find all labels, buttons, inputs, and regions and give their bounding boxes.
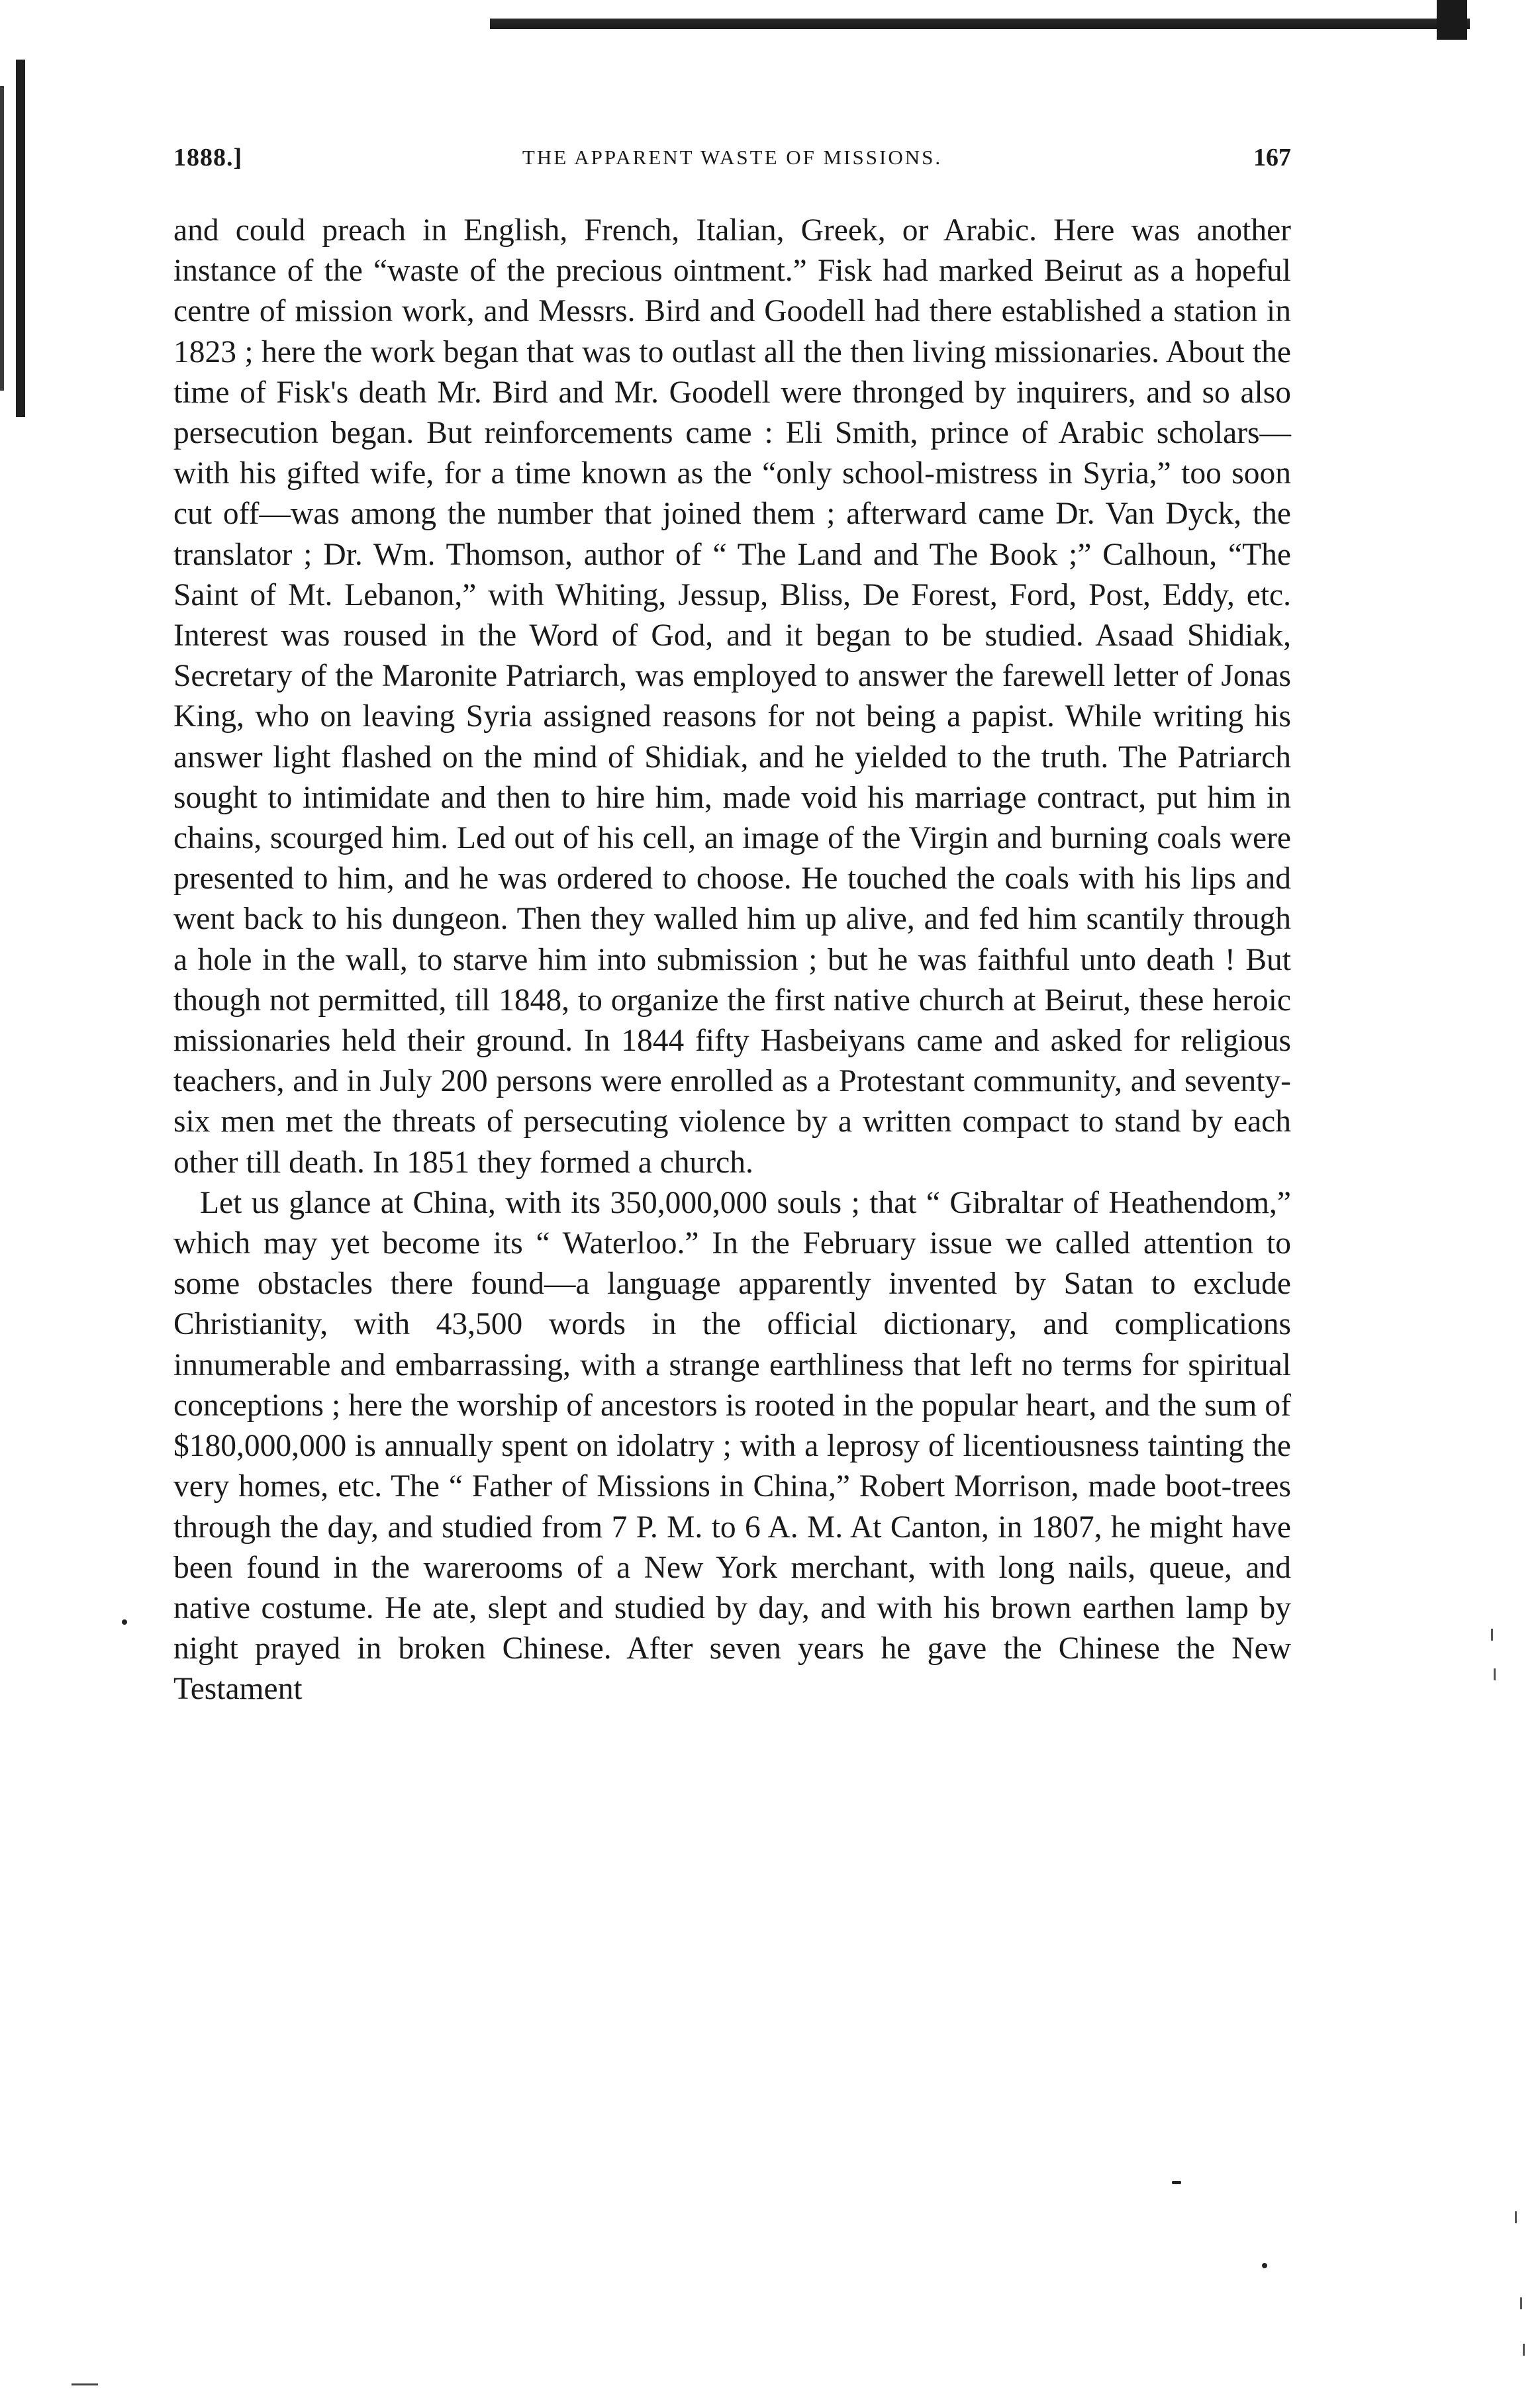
margin-dot bbox=[1262, 2263, 1267, 2268]
foot-mark bbox=[72, 2383, 98, 2385]
margin-speck bbox=[1520, 2297, 1522, 2309]
top-rule bbox=[490, 5, 1470, 29]
margin-dot bbox=[122, 1619, 127, 1625]
paragraph: Let us glance at China, with its 350,000,000 souls ; that “ Gibraltar of Heathendom,” which may yet become its “ Waterloo.” In the February issue we called attention to some obstacles there found—a language apparently invented by Satan to exclude Christianity, with 43,500 words in the official dictionary, and complications innumerable and embarrassing, with a strange earthliness that left no terms for spiritual conceptions ; here the worship of ancestors is rooted in the popular heart, and the sum of $180,000,000 is annually spent on idolatry ; with a leprosy of licentiousness tainting the very homes, etc. The “ Father of Missions in China,” Robert Morrison, made boot-trees through the day, and studied from 7 P. M. to 6 A. M. At Canton, in 1807, he might have been found in the warerooms of a New York merchant, with long nails, queue, and native costume. He ate, slept and studied by day, and with his brown earthen lamp by night prayed in broken Chinese. After seven years he gave the Chinese the New Testament bbox=[173, 1185, 1291, 1707]
margin-speck bbox=[1515, 2211, 1517, 2223]
running-title: THE APPARENT WASTE OF MISSIONS. bbox=[522, 146, 943, 169]
paragraph: and could preach in English, French, Italian, Greek, or Arabic. Here was another instance of the “waste of the precious ointment.” Fisk had marked Beirut as a hopeful centre of mission work, and Messrs. Bird and Goodell had there established a station in 1823 ; here the work began that was to outlast all the then living missionaries. About the time of Fisk's death Mr. Bird and Mr. Goodell were thronged by inquirers, and so also persecution began. But reinforcements came : Eli Smith, prince of Arabic scholars—with his gifted wife, for a time known as the “only school-mistress in Syria,” too soon cut off—was among the number that joined them ; afterward came Dr. Van Dyck, the translator ; Dr. Wm. Thomson, author of “ The Land and The Book ;” Calhoun, “The Saint of Mt. Lebanon,” with Whiting, Jessup, Bliss, De Forest, Ford, Post, Eddy, etc. Interest was roused in the Word of God, and it began to be studied. Asaad Shidiak, Secretary of the Maronite Patriarch, was employed to answer the farewell letter of Jonas King, who on leaving Syria assigned reasons for not being a papist. While writing his answer light flashed on the mind of Shidiak, and he yielded to the truth. The Patriarch sought to intimidate and then to hire him, made void his marriage contract, put him in chains, scourged him. Led out of his cell, an image of the Virgin and burning coals were presented to him, and he was ordered to choose. He touched the coals with his lips and went back to his dungeon. Then they walled him up alive, and fed him scantily through a hole in the wall, to starve him into submission ; but he was faithful unto death ! But though not permitted, till 1848, to organize the first native church at Beirut, these heroic missionaries held their ground. In 1844 fifty Hasbeiyans came and asked for religious teachers, and in July 200 persons were enrolled as a Protestant community, and seventy-six men met the threats of persecuting violence by a written compact to stand by each other till death. In 1851 they formed a church. bbox=[173, 213, 1291, 1180]
margin-speck bbox=[1491, 1629, 1493, 1641]
top-rule-cap bbox=[1437, 0, 1467, 40]
margin-speck bbox=[1523, 2344, 1525, 2356]
page-number: 167 bbox=[1253, 144, 1291, 171]
printer-mark bbox=[1172, 2181, 1181, 2184]
binding-shadow-edge bbox=[0, 86, 4, 391]
running-header bbox=[173, 143, 1291, 183]
header-year: 1888.] bbox=[173, 144, 243, 171]
margin-speck bbox=[1494, 1668, 1496, 1680]
binding-shadow bbox=[16, 60, 25, 417]
article-body bbox=[173, 211, 1291, 1710]
